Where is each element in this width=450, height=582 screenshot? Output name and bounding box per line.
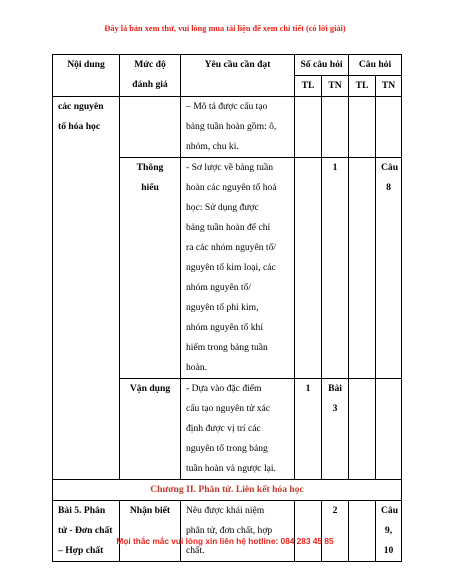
header-requirement: Yêu cầu cần đạt [181, 55, 295, 97]
content-cell: Bài 5. Phân tử - Đơn chất – Hợp chất [53, 501, 120, 562]
level-cell [120, 97, 181, 158]
tl-count-cell: 1 [295, 379, 322, 480]
requirement-cell: - Sơ lược về bảng tuần hoàn các nguyên tố hoá học: Sử dụng được bảng tuần hoàn để chỉ ra các nhóm nguyên tố/ nguyên tố kim loại, các nhóm nguyên tố/ nguyên tố phi kim, nhóm nguyên tố khí hiếm trong bảng tuần hoàn. [181, 158, 295, 379]
header-question: Câu hỏi [349, 55, 402, 76]
hotline-banner: Mọi thắc mắc vui lòng xin liên hệ hotline: 084 283 45 85 [116, 536, 334, 546]
table-row [53, 501, 402, 562]
tn-count-cell: 2 [322, 501, 349, 562]
requirement-cell: Nêu được khái niệm phân tử, đơn chất, hợp chất. [181, 501, 295, 562]
requirement-cell: – Mô tả được cấu tạo bảng tuần hoàn gồm: ô, nhóm, chu kì. [181, 97, 295, 158]
header-content: Nội dung [53, 55, 120, 97]
level-cell: Vận dụng [120, 379, 181, 480]
tl-question-cell: Bài 3 [322, 379, 349, 480]
level-cell: Nhận biết [120, 501, 181, 562]
header-level: Mức độ đánh giá [120, 55, 181, 97]
header-tn-question: TN [376, 76, 402, 97]
tn-question-cell: Câu 9, 10 [376, 501, 402, 562]
table-row [53, 97, 402, 158]
tn-question-cell: Câu 8 [376, 158, 402, 379]
specification-table [52, 54, 402, 562]
tn-count-cell: 1 [322, 158, 349, 379]
header-tl-count: TL [295, 76, 322, 97]
header-tn-count: TN [322, 76, 349, 97]
chapter-title: Chương II. Phân tử. Liên kết hóa học [53, 480, 402, 501]
preview-notice-banner: Đây là bản xem thử, vui lòng mua tài liệu để xem chi tiết (có lời giải) [104, 24, 346, 33]
header-question-count: Số câu hỏi [295, 55, 349, 76]
header-tl-question: TL [349, 76, 376, 97]
chapter-row [53, 480, 402, 501]
content-cell: các nguyên tố hóa học [53, 97, 120, 480]
requirement-cell: - Dựa vào đặc điểm cấu tạo nguyên tử xác định được vị trí các nguyên tố trong bảng tuần hoàn và ngược lại. [181, 379, 295, 480]
level-cell: Thông hiểu [120, 158, 181, 379]
